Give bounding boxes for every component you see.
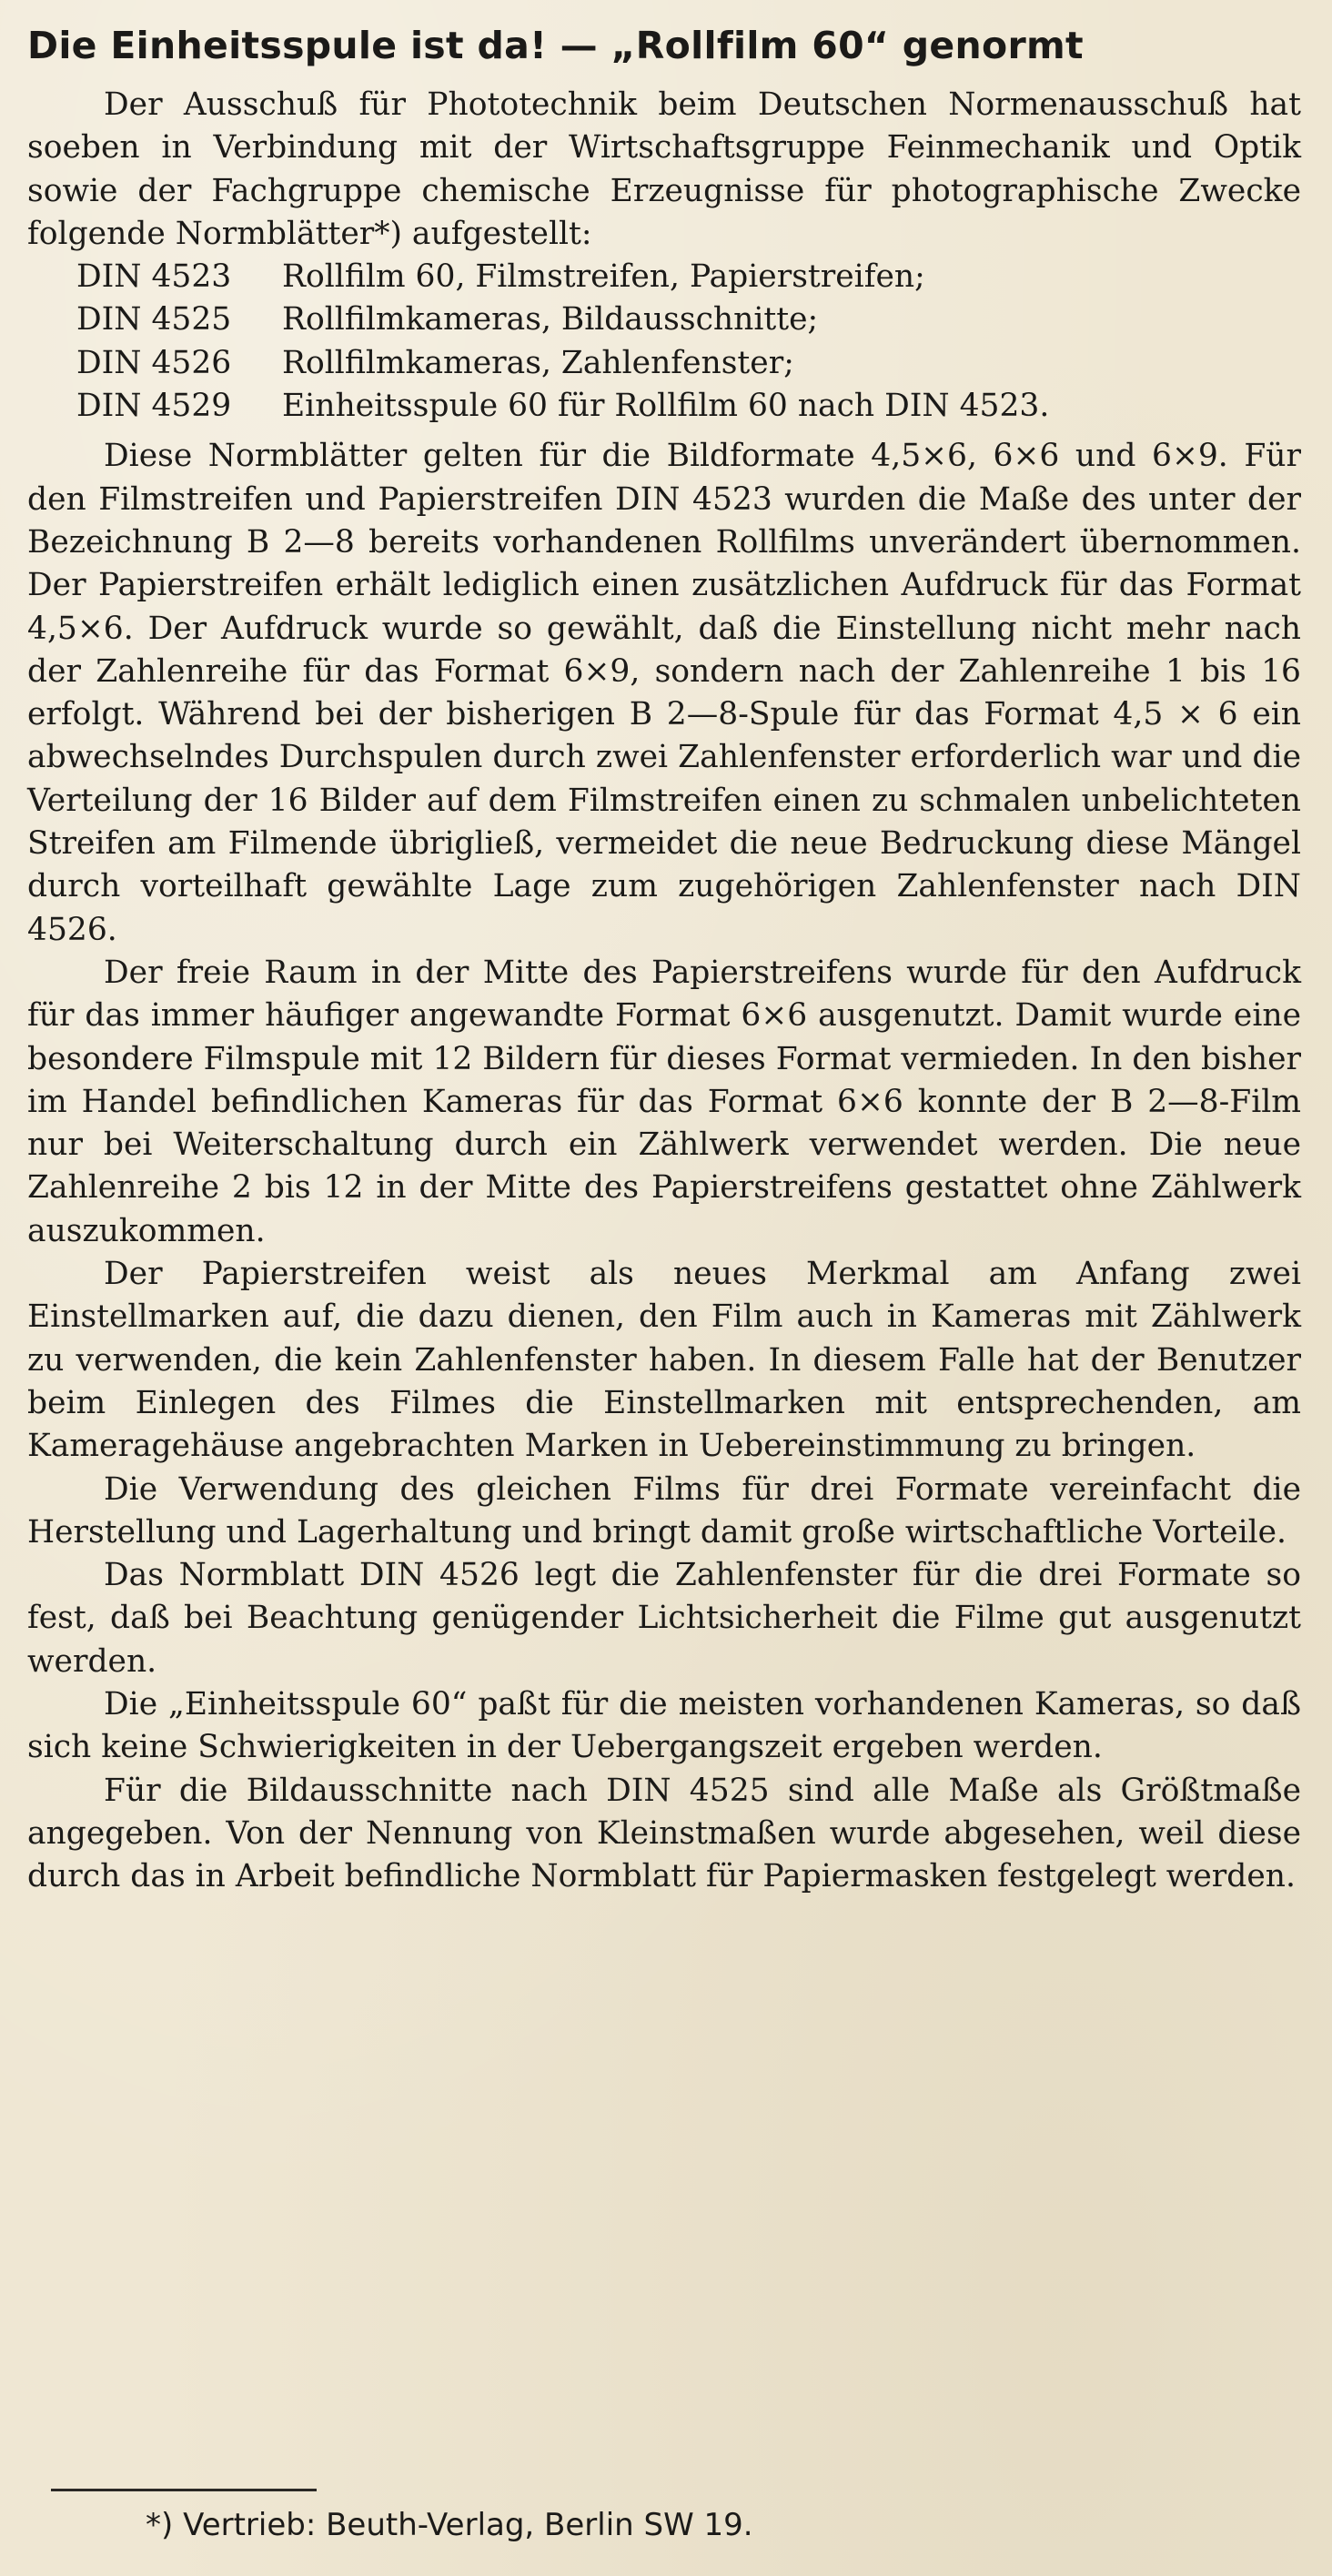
din-code: DIN 4529 [76, 388, 232, 425]
paragraph-marks: Der Papierstreifen weist als neues Merkmal am Anfang zwei Einstellmarken auf, die dazu dienen, den Film auch in Kameras mit Zählwerk zu verwenden, die kein Zahlenfenster haben. In diesem Falle hat der Benutzer beim Einlegen des Filmes die Einstellmarken mit entsprechenden, am Kameragehäuse angebrachten Marken in Uebereinstimmung zu bringen. [27, 1256, 1301, 1465]
din-code: DIN 4523 [76, 258, 232, 296]
paragraph-dimensions: Für die Bildausschnitte nach DIN 4525 sind alle Maße als Größtmaße angegeben. Von der Nennung von Kleinstmaßen wurde abgesehen, weil diese durch das in Arbeit befindliche Normblatt für Papiermasken festgelegt werden. [27, 1772, 1301, 1895]
din-list-item [76, 385, 1301, 428]
intro-paragraph: Der Ausschuß für Phototechnik beim Deutschen Normenausschuß hat soeben in Verbindung mit der Wirtschaftsgruppe Feinmechanik und Optik sowie der Fachgruppe chemische Erzeugnisse für photographische Zwecke folgende Normblätter*) aufgestellt: [27, 86, 1301, 252]
din-description: Rollfilmkameras, Bildausschnitte; [282, 301, 819, 338]
article [27, 20, 1301, 1898]
paragraph-compatibility: Die „Einheitsspule 60“ paßt für die meisten vorhandenen Kameras, so daß sich keine Schwierigkeiten in der Uebergangszeit ergeben werden. [27, 1685, 1301, 1766]
footnote-divider [51, 2489, 317, 2491]
din-description: Einheitsspule 60 für Rollfilm 60 nach DIN 4523. [282, 388, 1050, 425]
paragraph-free-space: Der freie Raum in der Mitte des Papierstreifens wurde für den Aufdruck für das immer häufiger angewandte Format 6×6 ausgenutzt. Damit wurde eine besondere Filmspule mit 12 Bildern für dieses Format vermieden. In den bisher im Handel befindlichen Kameras für das Format 6×6 konnte der B 2—8-Film nur bei Weiterschaltung durch ein Zählwerk verwendet werden. Die neue Zahlenreihe 2 bis 12 in der Mitte des Papierstreifens gestattet ohne Zählwerk auszukommen. [27, 954, 1301, 1249]
din-code: DIN 4526 [76, 344, 232, 381]
paragraph-advantages: Die Verwendung des gleichen Films für drei Formate vereinfacht die Herstellung und Lagerhaltung und bringt damit große wirtschaftliche Vorteile. [27, 1470, 1301, 1551]
din-list-item [76, 256, 1301, 298]
din-list-item [76, 298, 1301, 341]
din-description: Rollfilmkameras, Zahlenfenster; [282, 344, 794, 381]
paragraph-windows: Das Normblatt DIN 4526 legt die Zahlenfenster für die drei Formate so fest, daß bei Beachtung genügender Lichtsicherheit die Filme gut ausgenutzt werden. [27, 1557, 1301, 1680]
din-standards-list [76, 256, 1301, 428]
paragraph-formats: Diese Normblätter gelten für die Bildformate 4,5×6, 6×6 und 6×9. Für den Filmstreifen und Papierstreifen DIN 4523 wurden die Maße des unter der Bezeichnung B 2—8 bereits vorhandenen Rollfilms unverändert übernommen. Der Papierstreifen erhält lediglich einen zusätzlichen Aufdruck für das Format 4,5×6. Der Aufdruck wurde so gewählt, daß die Einstellung nicht mehr nach der Zahlenreihe für das Format 6×9, sondern nach der Zahlenreihe 1 bis 16 erfolgt. Während bei der bisherigen B 2—8-Spule für das Format 4,5 × 6 ein abwechselndes Durchspulen durch zwei Zahlenfenster erforderlich war und die Verteilung der 16 Bilder auf dem Filmstreifen einen zu schmalen unbelichteten Streifen am Filmende übrigließ, vermeidet die neue Bedruckung diese Mängel durch vorteilhaft gewählte Lage zum zugehörigen Zahlenfenster nach DIN 4526. [27, 438, 1301, 948]
din-list-item [76, 342, 1301, 385]
footnote: *) Vertrieb: Beuth-Verlag, Berlin SW 19. [146, 2507, 753, 2543]
article-title: Die Einheitsspule ist da! — „Rollfilm 60“ genormt [27, 24, 1084, 67]
din-description: Rollfilm 60, Filmstreifen, Papierstreifen; [282, 258, 925, 296]
din-code: DIN 4525 [76, 301, 232, 338]
